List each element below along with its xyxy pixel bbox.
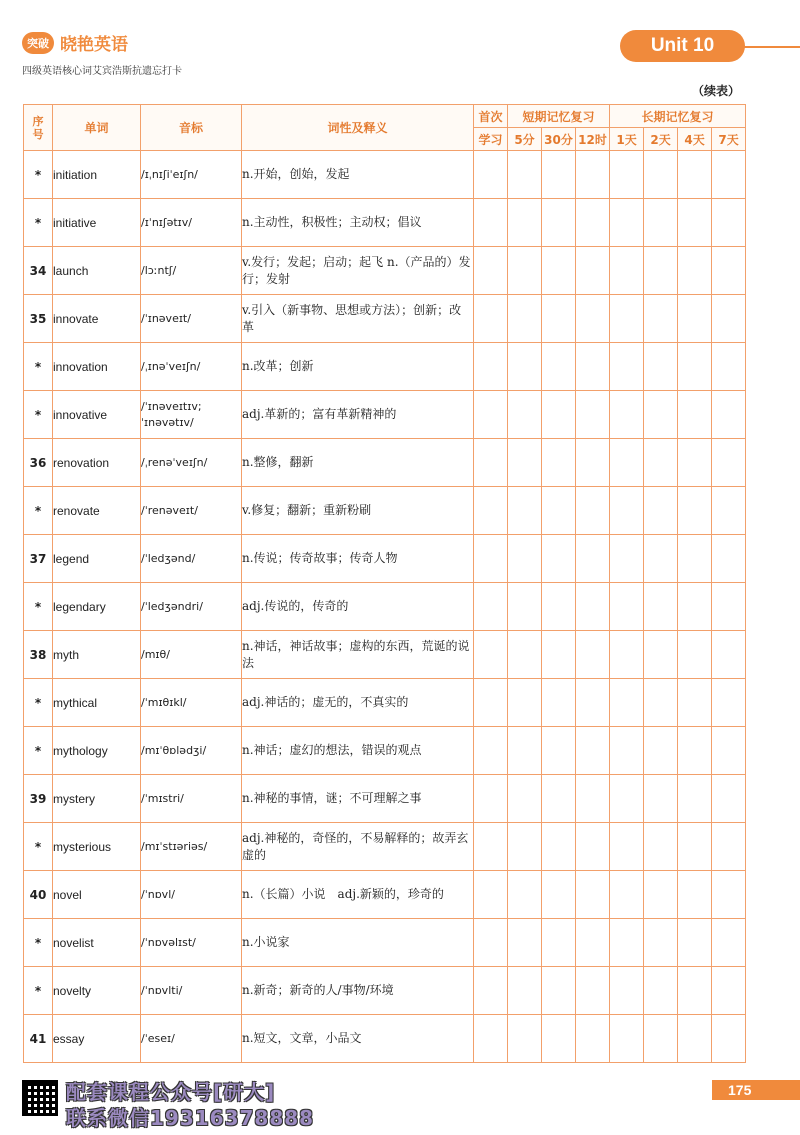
review-checkbox[interactable] xyxy=(610,535,644,583)
review-checkbox[interactable] xyxy=(712,391,746,439)
row-phonetic: /lɔːntʃ/ xyxy=(141,247,242,295)
row-seq: 39 xyxy=(24,775,53,823)
row-seq: * xyxy=(24,343,53,391)
review-checkbox[interactable] xyxy=(474,439,508,487)
row-phonetic: /ˈɪnəveɪtɪv; ˈɪnəvətɪv/ xyxy=(141,391,242,439)
review-checkbox[interactable] xyxy=(712,439,746,487)
row-definition: n.新奇；新奇的人/事物/环境 xyxy=(242,967,474,1015)
table-row xyxy=(24,775,746,823)
review-checkbox[interactable] xyxy=(678,487,712,535)
review-checkbox[interactable] xyxy=(678,151,712,199)
review-checkbox[interactable] xyxy=(644,535,678,583)
review-checkbox[interactable] xyxy=(678,199,712,247)
review-checkbox[interactable] xyxy=(644,871,678,919)
review-checkbox[interactable] xyxy=(542,439,576,487)
row-definition: n.神话，神话故事；虚构的东西，荒诞的说法 xyxy=(242,631,474,679)
row-seq: 37 xyxy=(24,535,53,583)
row-seq: * xyxy=(24,151,53,199)
review-checkbox[interactable] xyxy=(576,487,610,535)
review-checkbox[interactable] xyxy=(712,535,746,583)
row-definition: v.修复；翻新；重新粉刷 xyxy=(242,487,474,535)
review-checkbox[interactable] xyxy=(610,775,644,823)
logo-badge: 突破 xyxy=(22,32,54,54)
publisher-logo xyxy=(22,30,128,55)
row-phonetic: /mɪˈθɒlədʒi/ xyxy=(141,727,242,775)
row-seq: 35 xyxy=(24,295,53,343)
review-checkbox[interactable] xyxy=(712,727,746,775)
row-seq: 40 xyxy=(24,871,53,919)
row-word: innovate xyxy=(53,295,141,343)
header-long-col: 1天 xyxy=(610,128,644,151)
review-checkbox[interactable] xyxy=(508,343,542,391)
row-seq: * xyxy=(24,199,53,247)
qr-code-icon xyxy=(22,1080,58,1116)
table-row xyxy=(24,1015,746,1063)
review-checkbox[interactable] xyxy=(508,247,542,295)
row-phonetic: /ˈledʒənd/ xyxy=(141,535,242,583)
table-row xyxy=(24,391,746,439)
review-checkbox[interactable] xyxy=(644,823,678,871)
header-short-col: 30分 xyxy=(542,128,576,151)
review-checkbox[interactable] xyxy=(542,247,576,295)
review-checkbox[interactable] xyxy=(678,871,712,919)
row-word: novelist xyxy=(53,919,141,967)
review-checkbox[interactable] xyxy=(508,391,542,439)
row-word: legendary xyxy=(53,583,141,631)
review-checkbox[interactable] xyxy=(576,343,610,391)
header-long-col: 4天 xyxy=(678,128,712,151)
row-definition: v.发行；发起；启动；起飞 n.（产品的）发行；发射 xyxy=(242,247,474,295)
row-phonetic: /ˈrenəveɪt/ xyxy=(141,487,242,535)
row-definition: n.改革；创新 xyxy=(242,343,474,391)
review-checkbox[interactable] xyxy=(678,1015,712,1063)
row-word: innovation xyxy=(53,343,141,391)
review-checkbox[interactable] xyxy=(644,391,678,439)
review-checkbox[interactable] xyxy=(508,871,542,919)
row-seq: * xyxy=(24,727,53,775)
review-checkbox[interactable] xyxy=(576,199,610,247)
header-definition: 词性及释义 xyxy=(242,105,474,151)
header-short-term: 短期记忆复习 xyxy=(508,105,610,128)
review-checkbox[interactable] xyxy=(610,823,644,871)
row-definition: n.小说家 xyxy=(242,919,474,967)
row-word: initiative xyxy=(53,199,141,247)
review-checkbox[interactable] xyxy=(542,727,576,775)
review-checkbox[interactable] xyxy=(678,535,712,583)
review-checkbox[interactable] xyxy=(678,439,712,487)
review-checkbox[interactable] xyxy=(678,631,712,679)
table-row xyxy=(24,967,746,1015)
review-checkbox[interactable] xyxy=(610,967,644,1015)
review-checkbox[interactable] xyxy=(474,151,508,199)
review-checkbox[interactable] xyxy=(678,247,712,295)
row-word: novelty xyxy=(53,967,141,1015)
review-checkbox[interactable] xyxy=(576,583,610,631)
row-phonetic: /ɪˌnɪʃiˈeɪʃn/ xyxy=(141,151,242,199)
review-checkbox[interactable] xyxy=(576,391,610,439)
review-checkbox[interactable] xyxy=(712,487,746,535)
review-checkbox[interactable] xyxy=(474,295,508,343)
header-long-col: 7天 xyxy=(712,128,746,151)
review-checkbox[interactable] xyxy=(678,343,712,391)
table-row xyxy=(24,487,746,535)
header-first-study-top: 首次 xyxy=(474,105,508,128)
table-row xyxy=(24,679,746,727)
row-seq: * xyxy=(24,919,53,967)
review-checkbox[interactable] xyxy=(576,775,610,823)
row-definition: n.整修，翻新 xyxy=(242,439,474,487)
review-checkbox[interactable] xyxy=(712,631,746,679)
row-seq: 36 xyxy=(24,439,53,487)
row-definition: n.短文，文章，小品文 xyxy=(242,1015,474,1063)
row-phonetic: /ˈeseɪ/ xyxy=(141,1015,242,1063)
review-checkbox[interactable] xyxy=(542,487,576,535)
review-checkbox[interactable] xyxy=(712,823,746,871)
review-checkbox[interactable] xyxy=(474,871,508,919)
table-row xyxy=(24,535,746,583)
review-checkbox[interactable] xyxy=(610,247,644,295)
review-checkbox[interactable] xyxy=(508,727,542,775)
review-checkbox[interactable] xyxy=(644,967,678,1015)
review-checkbox[interactable] xyxy=(610,631,644,679)
review-checkbox[interactable] xyxy=(576,727,610,775)
vocabulary-table xyxy=(23,104,746,1063)
row-definition: n.开始，创始，发起 xyxy=(242,151,474,199)
review-checkbox[interactable] xyxy=(678,967,712,1015)
review-checkbox[interactable] xyxy=(610,871,644,919)
table-row xyxy=(24,871,746,919)
review-checkbox[interactable] xyxy=(576,1015,610,1063)
review-checkbox[interactable] xyxy=(678,679,712,727)
review-checkbox[interactable] xyxy=(712,871,746,919)
review-checkbox[interactable] xyxy=(678,583,712,631)
review-checkbox[interactable] xyxy=(712,775,746,823)
table-row xyxy=(24,727,746,775)
review-checkbox[interactable] xyxy=(712,199,746,247)
row-definition: v.引入（新事物、思想或方法）；创新；改革 xyxy=(242,295,474,343)
table-row xyxy=(24,583,746,631)
row-definition: adj.神秘的，奇怪的，不易解释的；故弄玄虚的 xyxy=(242,823,474,871)
review-checkbox[interactable] xyxy=(610,391,644,439)
table-row xyxy=(24,151,746,199)
row-seq: * xyxy=(24,487,53,535)
review-checkbox[interactable] xyxy=(678,391,712,439)
row-word: legend xyxy=(53,535,141,583)
unit-divider xyxy=(742,46,800,48)
row-word: myth xyxy=(53,631,141,679)
review-checkbox[interactable] xyxy=(508,967,542,1015)
header-phonetic: 音标 xyxy=(141,105,242,151)
review-checkbox[interactable] xyxy=(474,391,508,439)
review-checkbox[interactable] xyxy=(508,487,542,535)
review-checkbox[interactable] xyxy=(712,967,746,1015)
row-seq: 38 xyxy=(24,631,53,679)
row-seq: * xyxy=(24,583,53,631)
review-checkbox[interactable] xyxy=(474,823,508,871)
review-checkbox[interactable] xyxy=(474,631,508,679)
footer-promo-line2: 联系微信19316378888 xyxy=(66,1106,315,1130)
review-checkbox[interactable] xyxy=(508,535,542,583)
review-checkbox[interactable] xyxy=(542,679,576,727)
review-checkbox[interactable] xyxy=(474,967,508,1015)
review-checkbox[interactable] xyxy=(576,151,610,199)
row-phonetic: /ˈɪnəveɪt/ xyxy=(141,295,242,343)
review-checkbox[interactable] xyxy=(508,295,542,343)
review-checkbox[interactable] xyxy=(474,775,508,823)
review-checkbox[interactable] xyxy=(474,199,508,247)
row-phonetic: /ˌɪnəˈveɪʃn/ xyxy=(141,343,242,391)
row-phonetic: /mɪθ/ xyxy=(141,631,242,679)
review-checkbox[interactable] xyxy=(644,151,678,199)
header-short-col: 12时 xyxy=(576,128,610,151)
review-checkbox[interactable] xyxy=(542,391,576,439)
table-row xyxy=(24,199,746,247)
row-definition: n.主动性，积极性；主动权；倡议 xyxy=(242,199,474,247)
table-row xyxy=(24,631,746,679)
review-checkbox[interactable] xyxy=(610,439,644,487)
row-seq: * xyxy=(24,679,53,727)
row-seq: * xyxy=(24,823,53,871)
row-definition: n.（长篇）小说 adj.新颖的，珍奇的 xyxy=(242,871,474,919)
review-checkbox[interactable] xyxy=(576,919,610,967)
review-checkbox[interactable] xyxy=(576,439,610,487)
review-checkbox[interactable] xyxy=(678,727,712,775)
table-row xyxy=(24,247,746,295)
review-checkbox[interactable] xyxy=(712,679,746,727)
review-checkbox[interactable] xyxy=(508,151,542,199)
header-seq: 序号 xyxy=(24,105,53,151)
review-checkbox[interactable] xyxy=(508,919,542,967)
review-checkbox[interactable] xyxy=(474,919,508,967)
row-seq: 34 xyxy=(24,247,53,295)
row-word: initiation xyxy=(53,151,141,199)
review-checkbox[interactable] xyxy=(678,295,712,343)
review-checkbox[interactable] xyxy=(576,535,610,583)
review-checkbox[interactable] xyxy=(712,247,746,295)
review-checkbox[interactable] xyxy=(610,727,644,775)
row-definition: adj.革新的；富有革新精神的 xyxy=(242,391,474,439)
review-checkbox[interactable] xyxy=(644,631,678,679)
book-subtitle: 四级英语核心词艾宾浩斯抗遗忘打卡 xyxy=(22,66,182,77)
review-checkbox[interactable] xyxy=(474,727,508,775)
review-checkbox[interactable] xyxy=(474,679,508,727)
review-checkbox[interactable] xyxy=(712,919,746,967)
review-checkbox[interactable] xyxy=(508,199,542,247)
logo-text: 晓艳英语 xyxy=(60,35,128,55)
review-checkbox[interactable] xyxy=(610,295,644,343)
unit-badge: Unit 10 xyxy=(620,30,745,62)
continued-label: （续表） xyxy=(691,84,740,98)
review-checkbox[interactable] xyxy=(644,199,678,247)
review-checkbox[interactable] xyxy=(712,583,746,631)
table-row xyxy=(24,919,746,967)
review-checkbox[interactable] xyxy=(576,871,610,919)
row-word: renovate xyxy=(53,487,141,535)
review-checkbox[interactable] xyxy=(508,439,542,487)
review-checkbox[interactable] xyxy=(610,919,644,967)
row-word: launch xyxy=(53,247,141,295)
review-checkbox[interactable] xyxy=(508,823,542,871)
review-checkbox[interactable] xyxy=(576,823,610,871)
review-checkbox[interactable] xyxy=(644,1015,678,1063)
row-seq: * xyxy=(24,391,53,439)
review-checkbox[interactable] xyxy=(644,679,678,727)
row-definition: adj.神话的；虚无的，不真实的 xyxy=(242,679,474,727)
review-checkbox[interactable] xyxy=(542,583,576,631)
review-checkbox[interactable] xyxy=(610,583,644,631)
row-phonetic: /ˈledʒəndri/ xyxy=(141,583,242,631)
review-checkbox[interactable] xyxy=(474,343,508,391)
page-number: 175 xyxy=(712,1080,800,1100)
table-row xyxy=(24,823,746,871)
row-phonetic: /ˈnɒvl/ xyxy=(141,871,242,919)
row-definition: n.神话；虚幻的想法，错误的观点 xyxy=(242,727,474,775)
footer-promo-line1: 配套课程公众号[研大] xyxy=(66,1080,276,1104)
review-checkbox[interactable] xyxy=(610,151,644,199)
row-phonetic: /ˌrenəˈveɪʃn/ xyxy=(141,439,242,487)
review-checkbox[interactable] xyxy=(678,919,712,967)
review-checkbox[interactable] xyxy=(542,967,576,1015)
row-word: essay xyxy=(53,1015,141,1063)
review-checkbox[interactable] xyxy=(576,679,610,727)
review-checkbox[interactable] xyxy=(508,1015,542,1063)
review-checkbox[interactable] xyxy=(576,247,610,295)
row-definition: n.传说；传奇故事；传奇人物 xyxy=(242,535,474,583)
row-word: renovation xyxy=(53,439,141,487)
row-seq: * xyxy=(24,967,53,1015)
review-checkbox[interactable] xyxy=(542,151,576,199)
review-checkbox[interactable] xyxy=(508,583,542,631)
row-phonetic: /ɪˈnɪʃətɪv/ xyxy=(141,199,242,247)
review-checkbox[interactable] xyxy=(542,775,576,823)
table-row xyxy=(24,343,746,391)
review-checkbox[interactable] xyxy=(610,679,644,727)
row-word: mystery xyxy=(53,775,141,823)
header-short-col: 5分 xyxy=(508,128,542,151)
row-phonetic: /ˈnɒvlti/ xyxy=(141,967,242,1015)
row-word: innovative xyxy=(53,391,141,439)
review-checkbox[interactable] xyxy=(644,295,678,343)
review-checkbox[interactable] xyxy=(542,343,576,391)
review-checkbox[interactable] xyxy=(474,1015,508,1063)
review-checkbox[interactable] xyxy=(474,247,508,295)
review-checkbox[interactable] xyxy=(576,967,610,1015)
review-checkbox[interactable] xyxy=(678,823,712,871)
row-word: mythical xyxy=(53,679,141,727)
header-long-term: 长期记忆复习 xyxy=(610,105,746,128)
row-word: novel xyxy=(53,871,141,919)
review-checkbox[interactable] xyxy=(644,775,678,823)
row-phonetic: /ˈnɒvəlɪst/ xyxy=(141,919,242,967)
review-checkbox[interactable] xyxy=(644,439,678,487)
row-phonetic: /mɪˈstɪəriəs/ xyxy=(141,823,242,871)
review-checkbox[interactable] xyxy=(542,295,576,343)
review-checkbox[interactable] xyxy=(576,295,610,343)
review-checkbox[interactable] xyxy=(576,631,610,679)
review-checkbox[interactable] xyxy=(542,199,576,247)
review-checkbox[interactable] xyxy=(508,775,542,823)
review-checkbox[interactable] xyxy=(610,199,644,247)
review-checkbox[interactable] xyxy=(474,487,508,535)
review-checkbox[interactable] xyxy=(610,487,644,535)
review-checkbox[interactable] xyxy=(712,295,746,343)
header-long-col: 2天 xyxy=(644,128,678,151)
table-row xyxy=(24,439,746,487)
review-checkbox[interactable] xyxy=(542,871,576,919)
row-seq: 41 xyxy=(24,1015,53,1063)
review-checkbox[interactable] xyxy=(644,487,678,535)
review-checkbox[interactable] xyxy=(644,919,678,967)
row-phonetic: /ˈmɪθɪkl/ xyxy=(141,679,242,727)
review-checkbox[interactable] xyxy=(542,823,576,871)
review-checkbox[interactable] xyxy=(610,1015,644,1063)
row-word: mythology xyxy=(53,727,141,775)
review-checkbox[interactable] xyxy=(678,775,712,823)
review-checkbox[interactable] xyxy=(712,343,746,391)
review-checkbox[interactable] xyxy=(508,631,542,679)
header-first-study-bottom: 学习 xyxy=(474,128,508,151)
row-word: mysterious xyxy=(53,823,141,871)
review-checkbox[interactable] xyxy=(610,343,644,391)
review-checkbox[interactable] xyxy=(542,919,576,967)
review-checkbox[interactable] xyxy=(508,679,542,727)
review-checkbox[interactable] xyxy=(712,1015,746,1063)
review-checkbox[interactable] xyxy=(542,535,576,583)
header-word: 单词 xyxy=(53,105,141,151)
review-checkbox[interactable] xyxy=(542,631,576,679)
review-checkbox[interactable] xyxy=(474,535,508,583)
review-checkbox[interactable] xyxy=(644,583,678,631)
review-checkbox[interactable] xyxy=(644,727,678,775)
row-phonetic: /ˈmɪstri/ xyxy=(141,775,242,823)
row-definition: n.神秘的事情，谜；不可理解之事 xyxy=(242,775,474,823)
table-row xyxy=(24,295,746,343)
row-definition: adj.传说的，传奇的 xyxy=(242,583,474,631)
review-checkbox[interactable] xyxy=(542,1015,576,1063)
review-checkbox[interactable] xyxy=(712,151,746,199)
review-checkbox[interactable] xyxy=(644,343,678,391)
review-checkbox[interactable] xyxy=(474,583,508,631)
review-checkbox[interactable] xyxy=(644,247,678,295)
